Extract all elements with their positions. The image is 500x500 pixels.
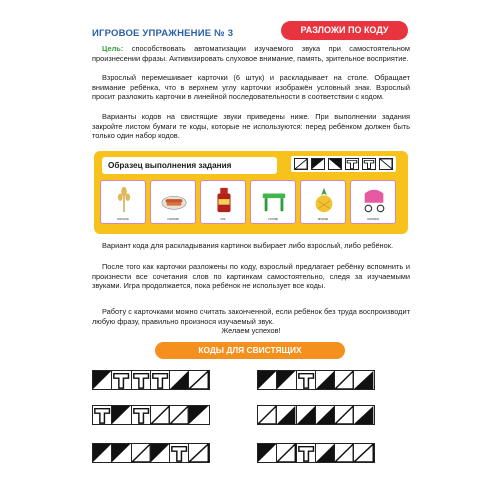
code-symbol	[297, 371, 316, 389]
code-symbol	[354, 444, 373, 462]
code-symbol	[297, 406, 316, 424]
code-strip	[92, 370, 210, 390]
card-caption: колосок	[117, 217, 129, 221]
goal-text: способствовать автоматизации изучаемого звука при самостоятельном произнесении фразы. Активизировать слуховое внимание, память, зрительное восприятие.	[92, 44, 410, 63]
code-symbol	[354, 371, 373, 389]
sample-code-symbol	[379, 158, 393, 170]
code-symbol	[335, 406, 354, 424]
instructions-paragraph-5	[92, 307, 410, 336]
code-symbol	[335, 371, 354, 389]
code-symbol	[189, 444, 208, 462]
code-symbol	[189, 406, 208, 424]
code-strip	[92, 443, 210, 463]
code-strip	[257, 405, 375, 425]
picture-card	[350, 180, 396, 224]
code-symbol	[170, 371, 189, 389]
instructions-paragraph-1	[92, 73, 410, 102]
card-caption: столик	[268, 217, 278, 221]
code-symbol	[93, 444, 112, 462]
code-symbol	[132, 371, 151, 389]
instructions-paragraph-2	[92, 112, 410, 141]
code-symbol	[258, 371, 277, 389]
stroller-icon	[359, 186, 389, 214]
code-symbol	[258, 406, 277, 424]
paragraph-1-text: Взрослый перемешивает карточки (6 штук) и раскладывает на столе. Обращает внимание ребёнка, что в верхнем углу карточки изображён условный знак. Взрослый просит разложить карточки в линейной последовательности в соответствии с кодом.	[92, 73, 410, 102]
wheat-icon	[109, 186, 139, 214]
good-luck-text: Желаем успехов!	[221, 326, 281, 336]
exercise-badge: РАЗЛОЖИ ПО КОДУ	[281, 21, 408, 40]
code-symbol	[170, 444, 189, 462]
picture-card	[250, 180, 296, 224]
code-symbol	[93, 371, 112, 389]
sample-code-symbol	[311, 158, 325, 170]
card-caption: сосиски	[167, 217, 179, 221]
code-symbol	[112, 406, 131, 424]
picture-card	[200, 180, 246, 224]
picture-card	[100, 180, 146, 224]
sample-title: Образец выполнения задания	[102, 157, 277, 174]
sample-code-symbol	[294, 158, 308, 170]
goal-label: Цель:	[102, 44, 124, 53]
code-symbol	[316, 444, 335, 462]
card-caption: сок	[220, 217, 226, 221]
goal-paragraph	[92, 44, 410, 63]
sausage-plate-icon	[159, 186, 189, 214]
paragraph-4-text: После того как карточки разложены по коду, взрослый предлагает ребёнку вспомнить и произнести все сочетания слов по картинкам самостоятельно, следя за изучаемыми звуками. Игра продолжается, пока ребёнок не использует все коды.	[92, 262, 410, 291]
code-symbol	[316, 371, 335, 389]
table-icon	[259, 186, 289, 214]
sample-card-row	[100, 180, 396, 224]
paragraph-5-text: Работу с карточками можно считать законченной, если ребёнок без труда воспроизводит любую фразу, правильно произнося изучаемый звук.	[92, 307, 410, 326]
code-strip	[257, 370, 375, 390]
picture-card	[300, 180, 346, 224]
code-symbol	[316, 406, 335, 424]
code-symbol	[132, 444, 151, 462]
code-symbol	[112, 444, 131, 462]
code-symbol	[354, 406, 373, 424]
code-symbol	[277, 371, 296, 389]
code-symbol	[170, 406, 189, 424]
exercise-title: ИГРОВОЕ УПРАЖНЕНИЕ № 3	[92, 28, 234, 39]
code-symbol	[297, 444, 316, 462]
code-symbol	[151, 371, 170, 389]
code-strip	[92, 405, 210, 425]
instructions-paragraph-4	[92, 262, 410, 291]
paragraph-3-text: Вариант кода для раскладывания картинок выбирает либо взрослый, либо ребёнок.	[102, 241, 394, 250]
picture-card	[150, 180, 196, 224]
juice-bottle-icon	[209, 186, 239, 214]
sample-panel	[94, 151, 408, 234]
code-symbol	[277, 406, 296, 424]
code-symbol	[132, 406, 151, 424]
code-symbol	[335, 444, 354, 462]
code-symbol	[277, 444, 296, 462]
card-caption: ананас	[317, 217, 329, 221]
codes-section-badge: КОДЫ ДЛЯ СВИСТЯЩИХ	[155, 342, 345, 359]
code-symbol	[93, 406, 112, 424]
instructions-paragraph-3	[92, 241, 410, 251]
pineapple-icon	[309, 186, 339, 214]
sample-code-row	[291, 156, 396, 172]
code-symbol	[151, 406, 170, 424]
code-symbol	[151, 444, 170, 462]
code-symbol	[258, 444, 277, 462]
sample-code-symbol	[328, 158, 342, 170]
paragraph-2-text: Варианты кодов на свистящие звуки приведены ниже. При выполнении задания закройте листом бумаги те коды, которые не используются: перед ребёнком должен быть только один набор кодов.	[92, 112, 410, 141]
sample-code-symbol	[362, 158, 376, 170]
code-strip	[257, 443, 375, 463]
code-symbol	[189, 371, 208, 389]
code-symbol	[112, 371, 131, 389]
card-caption: коляска	[367, 217, 379, 221]
sample-code-symbol	[345, 158, 359, 170]
